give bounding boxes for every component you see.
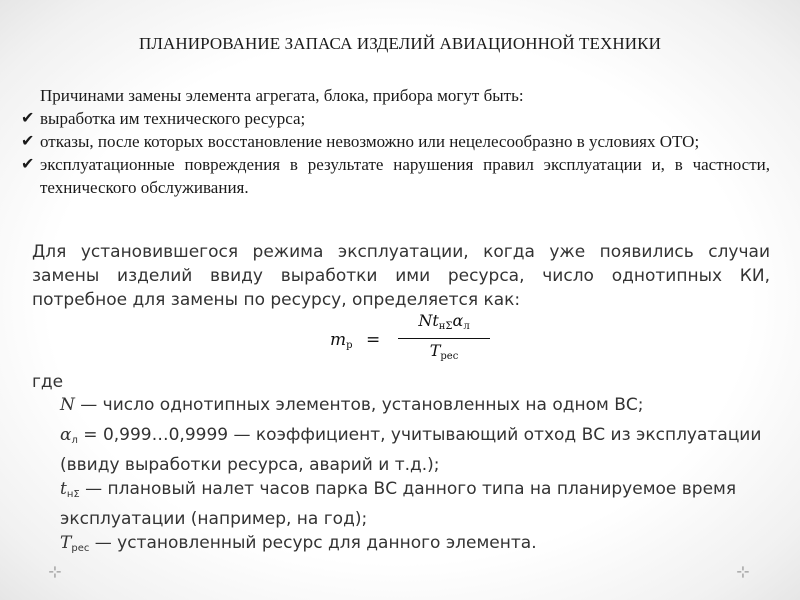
intro-text: Причинами замены элемента агрегата, блока, прибора могут быть:: [40, 86, 524, 105]
formula-numerator: [398, 311, 490, 332]
formula-lhs-sub: p: [346, 340, 353, 351]
definition-symbol: N: [60, 395, 75, 415]
fraction-bar: [398, 338, 490, 339]
where-label: где: [32, 372, 64, 392]
list-item: [21, 130, 770, 153]
definition-symbol: t: [60, 479, 67, 499]
formula-lhs-var: m: [330, 330, 347, 350]
list-item-text: выработка им технического ресурса;: [40, 109, 306, 128]
definition-text: — плановый налет часов парка ВС данного типа на планируемое время эксплуатации (например, на год);: [60, 479, 737, 529]
definitions-list: [60, 393, 766, 561]
explanation-paragraph: Для установившегося режима эксплуатации, когда уже появились случаи замены изделий ввиду выработки ими ресурса, число однотипных КИ, потребное для замены по ресурсу, определяется как:: [32, 242, 770, 310]
definition-text: — число однотипных элементов, установленных на одном ВС;: [74, 395, 644, 415]
definition-item: [60, 393, 766, 423]
formula-equals: =: [365, 330, 381, 350]
definition-item: [60, 477, 766, 531]
checkmark-icon: ✔: [21, 110, 35, 127]
crosshair-dot-icon: ⊹: [48, 562, 62, 581]
definition-text: = 0,999…0,9999 — коэффициент, учитывающий отход ВС из эксплуатации (ввиду выработки ресурса, аварий и т.д.);: [60, 425, 762, 475]
slide-title: ПЛАНИРОВАНИЕ ЗАПАСА ИЗДЕЛИЙ АВИАЦИОННОЙ ТЕХНИКИ: [139, 34, 661, 53]
definition-item: [60, 531, 766, 561]
formula-num-var: Nt: [418, 311, 439, 330]
reasons-list: [21, 107, 770, 199]
definition-symbol: T: [60, 533, 72, 553]
definition-item: [60, 423, 766, 477]
list-item-text: отказы, после которых восстановление невозможно или нецелесообразно в условиях ОТО;: [40, 132, 700, 151]
definition-symbol-sub: рес: [71, 543, 90, 554]
formula-num-sub: нΣ: [438, 321, 453, 332]
formula-lhs: [330, 330, 380, 351]
formula-num-var2: α: [452, 311, 464, 330]
formula-den-sub: рес: [440, 351, 459, 362]
list-item: [21, 153, 770, 199]
formula-den-var: T: [429, 341, 441, 360]
checkmark-icon: ✔: [21, 133, 35, 150]
list-item: [21, 107, 770, 130]
definition-text: — установленный ресурс для данного элемента.: [89, 533, 537, 553]
definition-symbol-sub: нΣ: [66, 489, 80, 500]
formula-denominator: [398, 341, 490, 362]
definition-symbol: α: [60, 425, 72, 445]
crosshair-dot-icon: ⊹: [736, 562, 750, 581]
checkmark-icon: ✔: [21, 156, 35, 173]
formula-num-sub2: л: [463, 321, 470, 332]
definition-symbol-sub: л: [71, 435, 78, 446]
list-item-text: эксплуатационные повреждения в результате нарушения правил эксплуатации и, в частности, технического обслуживания.: [40, 155, 770, 197]
